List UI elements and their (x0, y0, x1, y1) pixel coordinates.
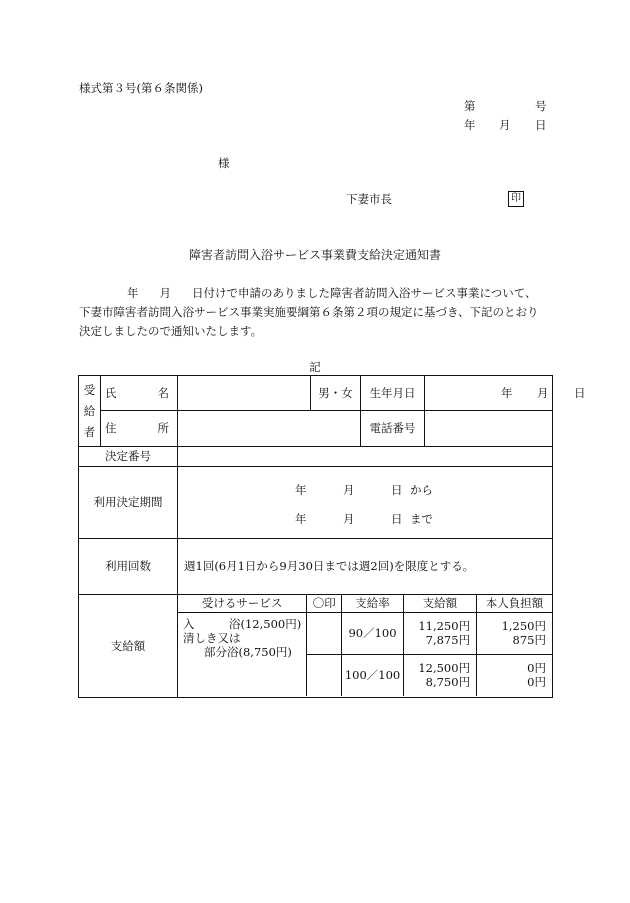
row-usage-count (79, 539, 553, 595)
issuer: 下妻市長 (346, 192, 392, 206)
amount-1: 11,250円 7,875円 (403, 612, 476, 654)
self-pay-1: 1,250円 875円 (477, 612, 552, 654)
mark-cell-2[interactable] (307, 654, 342, 696)
gender-field[interactable]: 男・女 (311, 376, 361, 411)
header-amount: 支給額 (403, 595, 476, 612)
rate-2: 100／100 (342, 654, 403, 696)
payment-header-row (178, 595, 552, 612)
addressee-suffix: 様 (218, 156, 230, 170)
birthdate-label: 生年月日 (361, 376, 425, 411)
ki-mark: 記 (309, 360, 321, 374)
payment-label: 支給額 (79, 595, 178, 698)
row-decision-number (79, 447, 553, 467)
self-pay-2: 0円 0円 (477, 654, 552, 696)
recipient-label: 受 給 者 (79, 376, 101, 447)
name-value[interactable] (178, 376, 311, 411)
amount-2: 12,500円 8,750円 (403, 654, 476, 696)
header-mark: 〇印 (307, 595, 342, 612)
header-rate: 支給率 (342, 595, 403, 612)
birthdate-value[interactable]: 年 月 日 (425, 376, 553, 411)
row-period (79, 467, 553, 539)
body-text (79, 284, 559, 341)
rate-1: 90／100 (342, 612, 403, 654)
usage-count-label: 利用回数 (79, 539, 178, 595)
decision-number-label: 決定番号 (79, 447, 178, 467)
body-line-2: 下妻市障害者訪問入浴サービス事業実施要綱第６条第２項の規定に基づき、下記のとおり (79, 305, 539, 319)
period-value[interactable]: 年 月 日 から 年 月 日 まで (178, 467, 553, 539)
phone-label: 電話番号 (361, 411, 425, 447)
document-title: 障害者訪問入浴サービス事業費支給決定通知書 (188, 248, 441, 262)
form-number: 様式第３号(第６条関係) (79, 81, 203, 95)
mark-cell-1[interactable] (307, 612, 342, 654)
row-address (79, 411, 553, 447)
decision-table (78, 375, 586, 698)
payment-row-1 (178, 612, 552, 654)
row-payment (79, 595, 553, 698)
seal-mark: 印 (508, 191, 524, 207)
date-year: 年 (464, 118, 476, 132)
header-self-pay: 本人負担額 (477, 595, 552, 612)
doc-number-suffix: 号 (535, 99, 547, 113)
doc-number-prefix: 第 (464, 99, 476, 113)
header-service: 受けるサービス (178, 595, 307, 612)
date-month: 月 (499, 118, 511, 132)
service-list: 入 浴(12,500円) 清しき又は 部分浴(8,750円) (178, 612, 307, 696)
period-label: 利用決定期間 (79, 467, 178, 539)
body-line-1: 年 月 日付けで申請のありました障害者訪問入浴サービス事業について、 (127, 286, 537, 300)
name-label: 氏 名 (101, 376, 178, 411)
usage-count-value: 週1回(6月1日から9月30日までは週2回)を限度とする。 (178, 539, 553, 595)
phone-value[interactable] (425, 411, 553, 447)
address-label: 住 所 (101, 411, 178, 447)
row-name (79, 376, 553, 411)
address-value[interactable] (178, 411, 361, 447)
payment-table (178, 595, 552, 696)
date-day: 日 (535, 118, 547, 132)
payment-detail (178, 595, 553, 698)
body-line-3: 決定しましたので通知いたします。 (79, 324, 263, 338)
decision-number-value[interactable] (178, 447, 553, 467)
